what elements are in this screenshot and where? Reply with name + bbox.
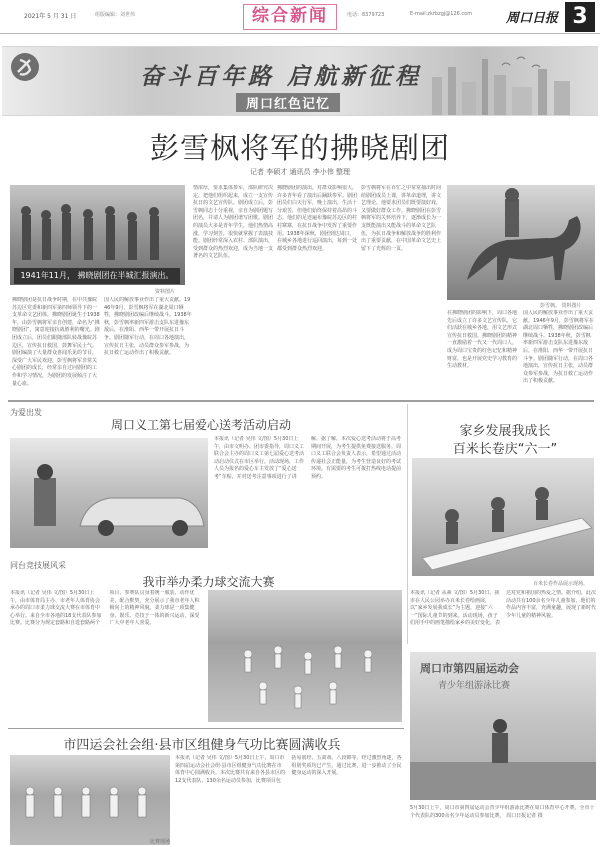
column-rule — [407, 404, 408, 644]
volunteer-headline: 周口义工第七届爱心送考活动启动 — [110, 418, 291, 432]
softball-photo — [208, 590, 402, 722]
banner-subtitle: 周口红色记忆 — [236, 93, 340, 112]
feature-text-col4: 拂晓剧团的演出，对群众影响很大，许多青年看了演出后踊跃参军。剧团团员们白天行军，晚上演出，生活十分艰苦，但他们始终保持着高昂的斗志。他们的足迹遍布豫皖苏边区的村村寨寨，在抗日战争中发挥了重要作用。1938年深秋，剧团到达周口，在城乡各地进行巡回演出，每到一处都受到群众热烈欢迎。 — [277, 185, 357, 252]
issue-date: 2021年 5 月 31 日 — [24, 13, 77, 20]
games-photo-caption: 比赛现场 — [150, 839, 171, 845]
feature-byline: 记者 李硕才 通讯员 李小伟 整理 — [250, 168, 350, 176]
feature-text-col1: 拂晓剧团是抗日战争时期，在中共豫皖苏边区党委和新四军第四师领导下的一支革命文艺团体。拂晓剧团诞生于1938年，由彭雪枫将军亲自创建，命名为“拂晓剧团”，寓意迎接抗战胜利的曙光。剧团成立后，团员们跟随部队转战豫皖苏边区，宣传抗日救国，鼓舞军民士气。剧团编演了大量群众喜闻乐见的节目，深受广大军民欢迎。彭雪枫将军非常关心剧团的成长，经常亲自过问剧团的工作和学习情况，为剧团的发展倾注了大量心血。 — [12, 297, 100, 387]
feature-text-col6-a: 在拂晓剧团的影响下，周口各地先后成立了许多文艺宣传队，它们活跃在城乡各地，用文艺形式宣传抗日救国。拂晓剧团的精神一直激励着一代又一代周口人，成为周口宝贵的红色记忆和精神财富，也是开展党史学习教育的生动教材。 — [447, 310, 518, 370]
games-divider — [8, 728, 404, 729]
photo-softball-performers — [208, 590, 402, 722]
photo-caption: 1941年11月， 拂晓剧团在半城汇报演出。 — [14, 268, 180, 284]
photo-credit: 资料图片 — [155, 289, 176, 295]
photo-children-painting — [412, 458, 594, 576]
softball-headline: 我市举办柔力球交流大赛 — [142, 575, 275, 589]
family-body: 本报讯（记者 从素 文/图）5月30日，我市在人民公园举办百米长卷绘画展，以“家乡发展我成长”为主题，迎接“六一”国际儿童节的到来。活动现场，孩子们用手中的画笔描绘家乡的美好变化，表达对党和祖国的热爱之情。据介绍，此次活动共有100余名少年儿童参加，他们的作品内容丰富，充满童趣，展现了新时代少年儿童的精神风貌。 — [410, 590, 596, 627]
qigong-photo — [10, 755, 170, 845]
party-emblem-icon — [10, 52, 40, 86]
softball-body: 本报讯（记者 吴伟 文/图）5月30日上午，由市体育局主办、市老年人体育协会承办的周口市柔力球交流大赛在市体育中心举行。来自全市各地的18支代表队参加比赛。比赛分为规定套路和自选套路两个项目，参赛队员身着统一服装，动作优美，配合默契，充分展示了我市老年人积极向上的精神风貌。柔力球是一项集健身、娱乐、竞技于一体的新兴运动，深受广大中老年人喜爱。 — [10, 590, 200, 627]
games-headline: 市四运会社会组·县市区组健身气功比赛圆满收兵 — [63, 738, 341, 753]
photo-qigong-group — [10, 755, 170, 845]
games-banner-text: 周口市第四届运动会 — [420, 662, 519, 675]
email-info: E-mail:zkrbzgj@126.com — [410, 11, 473, 17]
editor-credit: 组版编辑：刘世伟 — [95, 12, 136, 18]
family-headline-line1: 家乡发展我成长 — [459, 424, 551, 439]
volunteer-body: 本报讯（记者 吴伟 文/图）5月30日上午，由市文明办、团市委指导，周口义工联合会主办的周口义工第七届爱心送考活动启动仪式在市区举行。活动现场，工作人员为报名的爱心车主发放了“爱心送考”车贴，并对送考注意事项进行了讲解。据了解，本次爱心送考活动将于高考期间开展，为考生提供免费接送服务。周口义工联合会负责人表示，希望通过活动传递社会正能量，为考生营造良好的考试环境。有需要的考生可拨打热线电话提前预约。 — [214, 436, 402, 480]
section-divider — [8, 400, 594, 402]
phone-info: 电话：8379723 — [347, 12, 385, 18]
peng-xuefeng-photo — [447, 185, 595, 300]
games-banner-subtext: 青少年组游泳比赛 — [438, 681, 511, 691]
page-number: 3 — [565, 2, 595, 32]
games-body: 本报讯（记者 吴伟 文/图）5月30日上午，周口市第四届运动会社会组·县市区组健身气功比赛在市体育中心圆满收兵。本次比赛共有来自各县市区的12支代表队、130余名运动员参加，比赛项目包括易筋经、五禽戏、八段锦等。经过激烈角逐，各组别奖项均已产生。通过比赛，进一步推动了全民健身运动的深入开展。 — [175, 755, 402, 784]
feature-text-col2: 国人民的解放事业作出了重大贡献。1946年9月，彭雪枫将军在湖北周口牺牲，拂晓剧团改编后继续战斗。1938年秋，彭雪枫率新四军游击支队东进豫东敌后，在淮阳、西华一带开展抗日斗争。剧团随军行动，在周口各地演出，宣传抗日主张，动员群众参军参战，为抗日救亡运动作出了积极贡献。 — [104, 297, 192, 357]
section-label-love: 为爱出发 — [10, 408, 42, 417]
photo-horse-rider — [447, 185, 595, 300]
photo-car-volunteer — [10, 438, 208, 548]
newspaper-logo: 周口日报 — [506, 11, 559, 26]
banner-title: 奋斗百年路 启航新征程 — [140, 63, 423, 90]
photo2-credit: 彭雪枫。 资料图片 — [540, 303, 582, 309]
feature-text-col5: 彭雪枫将军在百忙之中常常抽出时间给剧团成员上课，讲革命道理，讲文艺理论。他要求团员们既要演好戏，又要做好群众工作。拂晓剧团在彭雪枫将军的关怀培养下，逐渐成长为一支既能演出又能战斗的革命文艺队伍，为抗日战争和解放战争的胜利作出了重要贡献，在中国革命文艺史上留下了光辉的一页。 — [361, 185, 441, 252]
family-headline-line2: 百米长卷庆“六一” — [452, 442, 558, 457]
family-photo-caption: 百米长卷作品展示现场。 — [533, 581, 589, 587]
feature-headline: 彭雪枫将军的拂晓剧团 — [149, 131, 450, 165]
section-label-sports: 同台竞技展风采 — [10, 561, 66, 570]
swimming-caption: 5月30日上午，周口市第四届运动会青少年组游泳比赛在周口体育中心开赛。全市十个代表队的300余名少年运动员参加比赛。 周口日报记者 摄 — [410, 805, 595, 819]
scroll-painting-photo — [412, 458, 594, 576]
swimming-photo — [410, 652, 596, 800]
volunteer-photo — [10, 438, 208, 548]
feature-text-col6-b: 国人民的解放事业作出了重大贡献。1946年9月，彭雪枫将军在湖北周口牺牲，拂晓剧团改编后继续战斗。1938年秋，彭雪枫率新四军游击支队东进豫东敌后，在淮阳、西华一带开展抗日斗争。剧团随军行动，在周口各地演出，宣传抗日主张，动员群众参军参战，为抗日救亡运动作出了积极贡献。 — [523, 310, 594, 385]
section-title: 综合新闻 — [243, 4, 337, 30]
feature-text-col3: 情浓厚，要求集体参军，部队研究决定，把他们组织起来，成立一支宣传抗日的文艺宣传队。剧团成立后，彭雪枫同志十分重视，亲自为剧团题写团名，并请人为剧团谱写团歌。剧团的演员大多是青年学生，他们热情高涨，学习刻苦，很快就掌握了表演技能。剧团经常深入农村、部队演出，受到群众的热烈欢迎，成为当地一支著名的文艺队伍。 — [193, 185, 273, 260]
